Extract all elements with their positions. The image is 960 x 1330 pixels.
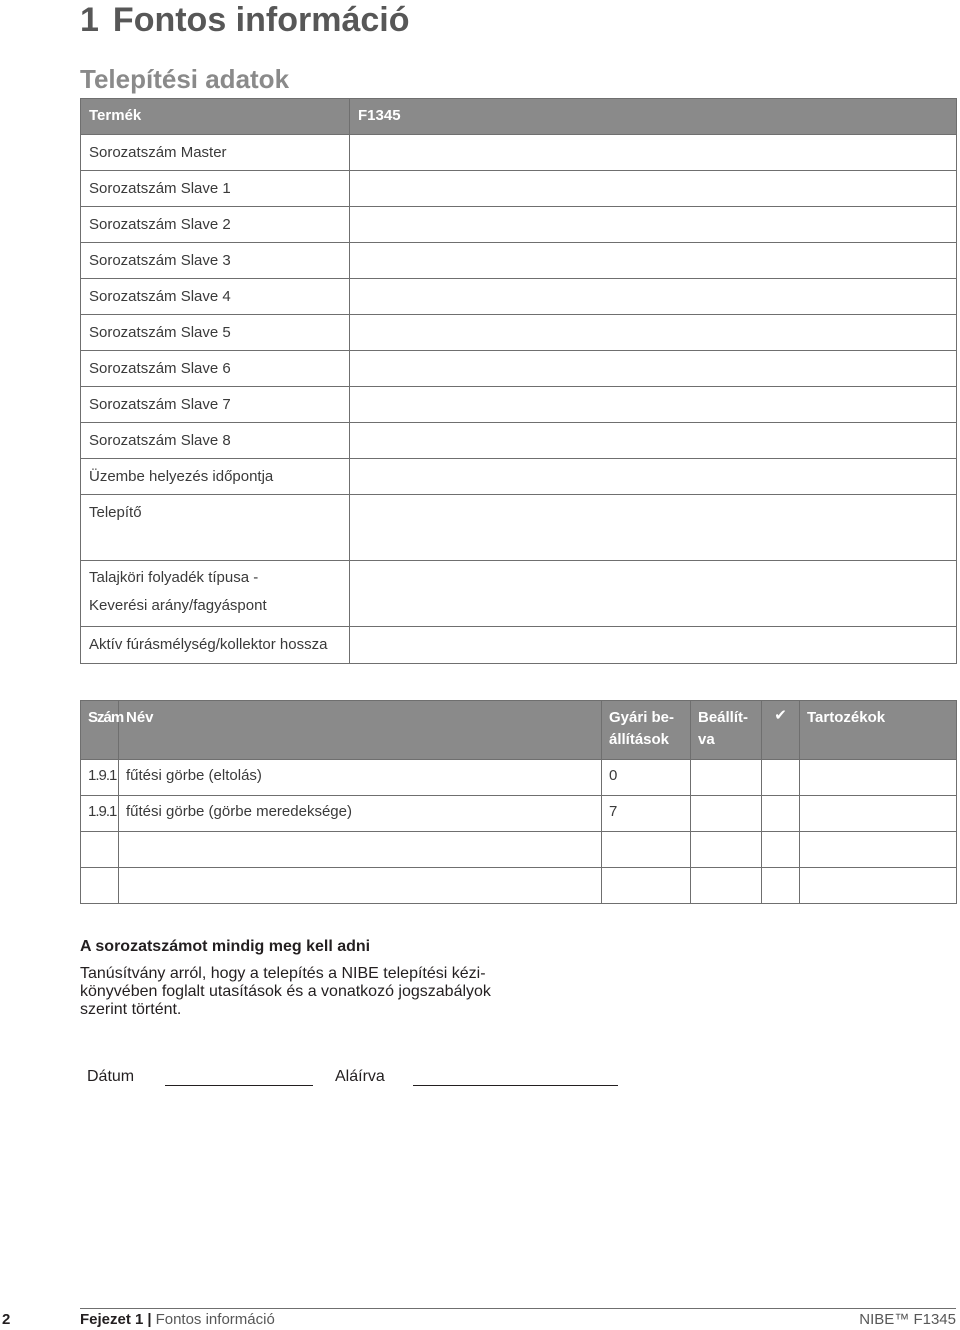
footer-chapter-label: Fejezet 1 <box>80 1311 144 1328</box>
row-label: Sorozatszám Slave 8 <box>81 423 350 459</box>
cell-number[interactable] <box>81 868 119 904</box>
cell-factory[interactable] <box>602 868 691 904</box>
cell-accessories-field[interactable] <box>800 868 957 904</box>
cell-check-box[interactable] <box>762 868 800 904</box>
table-header-row <box>81 99 957 135</box>
row-value-field[interactable] <box>350 171 957 207</box>
settings-table <box>80 700 957 904</box>
footer-product: NIBE™ F1345 <box>859 1311 956 1328</box>
column-header-accessories: Tartozékok <box>800 701 957 760</box>
cell-set-field[interactable] <box>691 760 762 796</box>
table-row <box>81 459 957 495</box>
row-value-field[interactable] <box>350 243 957 279</box>
footer-chapter-topic: Fontos információ <box>155 1311 275 1328</box>
row-value-field[interactable] <box>350 315 957 351</box>
column-header-factory-line-2: állítások <box>609 731 670 748</box>
signature-label: Aláírva <box>335 1068 385 1085</box>
column-header-number: Szám <box>81 701 119 760</box>
cell-factory: 0 <box>602 760 691 796</box>
note-heading: A sorozatszámot mindig meg kell adni <box>80 938 371 955</box>
row-label: Sorozatszám Slave 6 <box>81 351 350 387</box>
table-row <box>81 495 957 561</box>
column-header-set-line-1: Beállít- <box>698 709 749 726</box>
footer-divider <box>80 1308 956 1309</box>
column-header-factory <box>602 701 691 760</box>
column-header-name: Név <box>119 701 602 760</box>
cell-check-box[interactable] <box>762 760 800 796</box>
cell-accessories-field[interactable] <box>800 760 957 796</box>
cell-name[interactable] <box>119 868 602 904</box>
table-row <box>81 627 957 664</box>
row-label: Sorozatszám Slave 3 <box>81 243 350 279</box>
row-label-line-2: Keverési arány/fagyáspont <box>89 597 267 614</box>
table-row <box>81 135 957 171</box>
table-header-row <box>81 701 957 760</box>
row-value-field[interactable] <box>350 627 957 664</box>
cell-factory: 7 <box>602 796 691 832</box>
row-value-field[interactable] <box>350 351 957 387</box>
page-number: 2 <box>2 1311 11 1328</box>
note-line-2: könyvében foglalt utasítások és a vonatkozó jogszabályok <box>80 983 491 1000</box>
cell-check-box[interactable] <box>762 796 800 832</box>
product-header-label: Termék <box>81 99 350 135</box>
cell-name: fűtési görbe (görbe meredeksége) <box>119 796 602 832</box>
row-label: Aktív fúrásmélység/kollektor hossza <box>81 627 350 664</box>
row-value-field[interactable] <box>350 207 957 243</box>
column-header-set <box>691 701 762 760</box>
footer-separator: | <box>147 1311 152 1328</box>
table-row <box>81 207 957 243</box>
cell-set-field[interactable] <box>691 868 762 904</box>
row-label: Sorozatszám Slave 4 <box>81 279 350 315</box>
cell-set-field[interactable] <box>691 832 762 868</box>
row-value-field[interactable] <box>350 561 957 627</box>
row-value-field[interactable] <box>350 387 957 423</box>
row-label: Üzembe helyezés időpontja <box>81 459 350 495</box>
table-row <box>81 315 957 351</box>
row-label <box>81 561 350 627</box>
row-label: Sorozatszám Slave 7 <box>81 387 350 423</box>
table-row <box>81 796 957 832</box>
footer-chapter <box>80 1311 275 1328</box>
product-header-value: F1345 <box>350 99 957 135</box>
row-label: Sorozatszám Slave 1 <box>81 171 350 207</box>
cell-check-box[interactable] <box>762 832 800 868</box>
installation-data-table <box>80 98 957 664</box>
table-row <box>81 423 957 459</box>
column-header-set-line-2: va <box>698 731 715 748</box>
chapter-title-text: Fontos információ <box>112 1 410 39</box>
row-label: Telepítő <box>81 495 350 561</box>
row-value-field[interactable] <box>350 423 957 459</box>
cell-name[interactable] <box>119 832 602 868</box>
row-label: Sorozatszám Master <box>81 135 350 171</box>
row-value-field[interactable] <box>350 279 957 315</box>
table-row <box>81 351 957 387</box>
cell-number: 1.9.1 <box>81 796 119 832</box>
cell-accessories-field[interactable] <box>800 832 957 868</box>
date-label: Dátum <box>87 1068 135 1085</box>
cell-accessories-field[interactable] <box>800 796 957 832</box>
row-value-field[interactable] <box>350 459 957 495</box>
chapter-title <box>80 0 409 40</box>
cell-factory[interactable] <box>602 832 691 868</box>
table-row <box>81 387 957 423</box>
column-header-factory-line-1: Gyári be- <box>609 709 675 726</box>
cell-number: 1.9.1 <box>81 760 119 796</box>
row-label: Sorozatszám Slave 5 <box>81 315 350 351</box>
row-value-field[interactable] <box>350 135 957 171</box>
date-line-field[interactable] <box>165 1085 313 1086</box>
cell-set-field[interactable] <box>691 796 762 832</box>
cell-name: fűtési görbe (eltolás) <box>119 760 602 796</box>
row-label-line-1: Talajköri folyadék típusa - <box>89 569 259 586</box>
cell-number[interactable] <box>81 832 119 868</box>
table-row <box>81 171 957 207</box>
section-title: Telepítési adatok <box>80 64 290 94</box>
note-line-1: Tanúsítvány arról, hogy a telepítés a NIBE telepítési kézi- <box>80 965 486 982</box>
signature-line-field[interactable] <box>413 1085 618 1086</box>
chapter-number: 1 <box>80 1 99 39</box>
note-line-3: szerint történt. <box>80 1001 182 1018</box>
table-row <box>81 868 957 904</box>
table-row <box>81 561 957 627</box>
note-body <box>80 965 520 1019</box>
table-row <box>81 279 957 315</box>
checkmark-icon: ✔ <box>762 701 800 760</box>
table-row <box>81 243 957 279</box>
row-label: Sorozatszám Slave 2 <box>81 207 350 243</box>
row-value-field[interactable] <box>350 495 957 561</box>
table-row <box>81 832 957 868</box>
table-row <box>81 760 957 796</box>
